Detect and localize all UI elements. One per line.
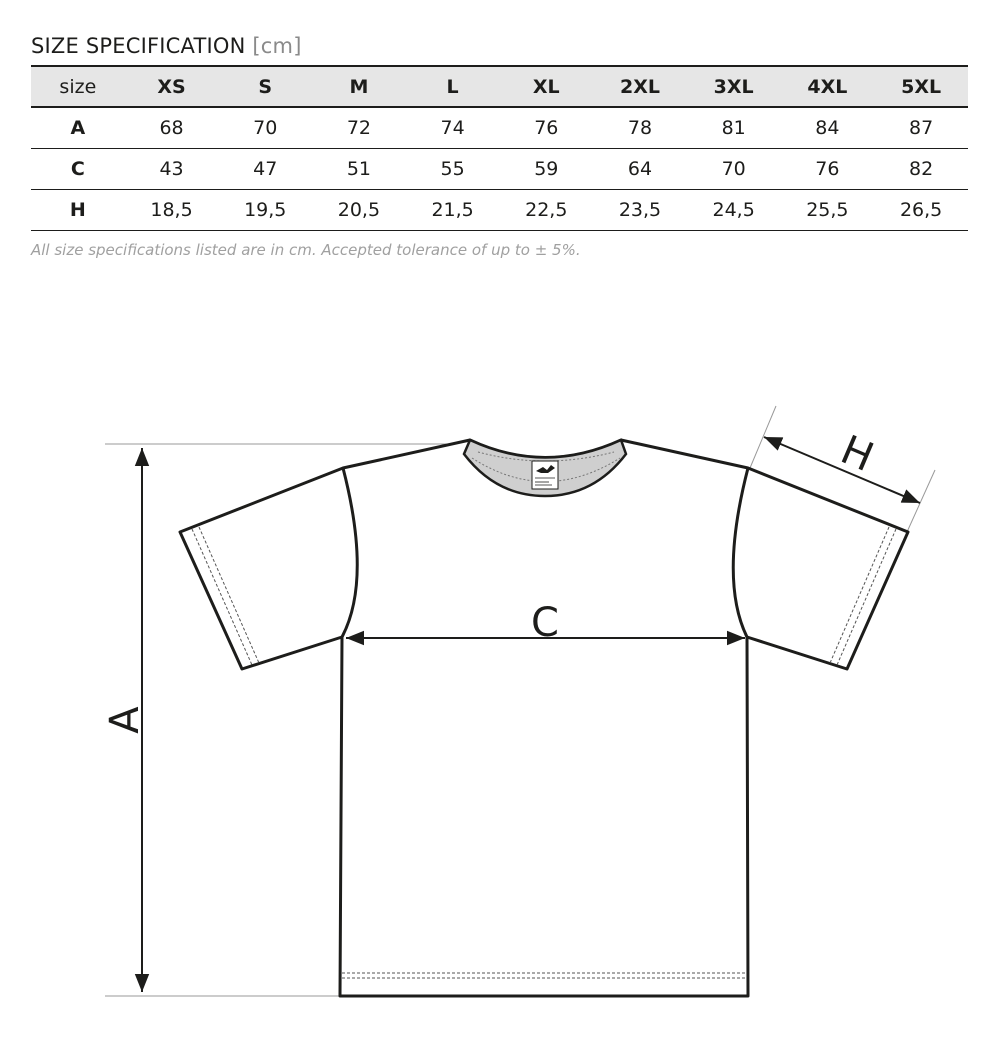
table-cell: 82	[874, 148, 968, 189]
table-cell: 68	[125, 107, 219, 148]
header-cell: 3XL	[687, 66, 781, 107]
header-cell: M	[312, 66, 406, 107]
dimension-h-label: H	[834, 426, 880, 482]
table-cell: 26,5	[874, 189, 968, 230]
header-cell: XL	[499, 66, 593, 107]
table-cell: 55	[406, 148, 500, 189]
reference-line-shoulder	[750, 406, 776, 468]
row-label: C	[31, 148, 125, 189]
title-unit: [cm]	[252, 34, 302, 58]
dimension-a-label: A	[102, 706, 148, 734]
table-cell: 59	[499, 148, 593, 189]
tshirt-outline	[180, 440, 908, 996]
table-cell: 51	[312, 148, 406, 189]
table-cell: 23,5	[593, 189, 687, 230]
header-cell: size	[31, 66, 125, 107]
table-cell: 72	[312, 107, 406, 148]
table-cell: 21,5	[406, 189, 500, 230]
table-cell: 70	[687, 148, 781, 189]
table-cell: 25,5	[781, 189, 875, 230]
table-cell: 19,5	[218, 189, 312, 230]
table-cell: 74	[406, 107, 500, 148]
table-cell: 87	[874, 107, 968, 148]
dimension-c-label: C	[531, 600, 559, 646]
row-label: H	[31, 189, 125, 230]
table-cell: 78	[593, 107, 687, 148]
row-label: A	[31, 107, 125, 148]
table-cell: 18,5	[125, 189, 219, 230]
title-main: SIZE SPECIFICATION	[31, 34, 246, 58]
table-cell: 20,5	[312, 189, 406, 230]
table-cell: 76	[499, 107, 593, 148]
table-cell: 22,5	[499, 189, 593, 230]
table-cell: 81	[687, 107, 781, 148]
table-cell: 70	[218, 107, 312, 148]
header-cell: 2XL	[593, 66, 687, 107]
header-cell: 5XL	[874, 66, 968, 107]
table-cell: 24,5	[687, 189, 781, 230]
neck-label	[532, 461, 558, 489]
header-cell: XS	[125, 66, 219, 107]
table-cell: 76	[781, 148, 875, 189]
tolerance-note: All size specifications listed are in cm. Accepted tolerance of up to ± 5%.	[31, 241, 581, 259]
reference-line-sleeve	[907, 470, 935, 532]
table-cell: 43	[125, 148, 219, 189]
table-cell: 47	[218, 148, 312, 189]
header-cell: 4XL	[781, 66, 875, 107]
table-cell: 64	[593, 148, 687, 189]
header-cell: S	[218, 66, 312, 107]
header-cell: L	[406, 66, 500, 107]
table-cell: 84	[781, 107, 875, 148]
